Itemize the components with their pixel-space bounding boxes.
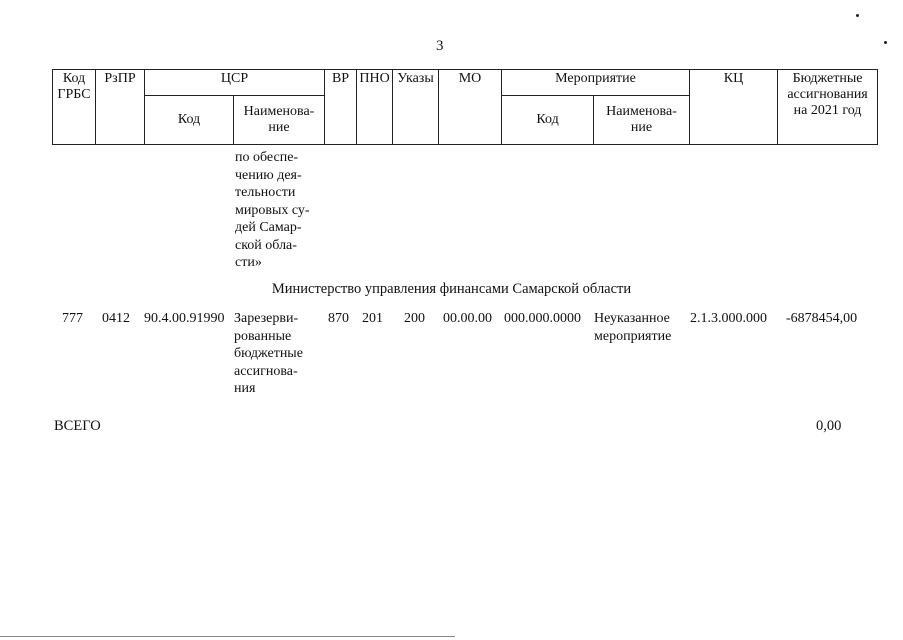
header-mer-kod: Код: [502, 96, 594, 145]
scan-speck: [884, 41, 887, 44]
cell-rzpr: 0412: [102, 311, 130, 326]
cell-csr-kod: 90.4.00.91990: [144, 311, 225, 326]
cell-csr-name: Зарезерви- рованные бюджетные ассигнова- ния: [234, 311, 303, 396]
header-mer-name: Наименова- ние: [594, 96, 690, 145]
header-ukazy: Указы: [393, 70, 439, 145]
header-csr: ЦСР: [145, 70, 325, 96]
page-number: 3: [436, 38, 444, 54]
total-label: ВСЕГО: [54, 418, 101, 434]
cell-mer-name: Неуказанное мероприятие: [594, 311, 672, 344]
header-csr-kod: Код: [145, 96, 234, 145]
scan-edge-rule: [0, 636, 455, 637]
header-mo: МО: [439, 70, 502, 145]
cell-kod-grbs: 777: [62, 311, 83, 326]
cell-amount: -6878454,00: [786, 311, 858, 326]
scan-speck: [856, 14, 859, 17]
header-kod-grbs: Код ГРБС: [53, 70, 96, 145]
header-kc: КЦ: [690, 70, 778, 145]
total-value: 0,00: [816, 418, 842, 434]
cell-mer-kod: 000.000.0000: [504, 311, 581, 326]
table-header: [52, 69, 878, 145]
ministry-title: Министерство управления финансами Самарской области: [271, 281, 632, 297]
cell-kc: 2.1.3.000.000: [690, 311, 767, 326]
cell-pno: 201: [362, 311, 383, 326]
header-rzpr: РзПР: [96, 70, 145, 145]
header-csr-name: Наименова- ние: [234, 96, 325, 145]
cell-mo: 00.00.00: [443, 311, 492, 326]
header-vr: ВР: [325, 70, 357, 145]
header-pno: ПНО: [357, 70, 393, 145]
cell-vr: 870: [328, 311, 349, 326]
continued-name-text: по обеспе- чению дея- тельности мировых су- дей Самар- ской обла- сти»: [235, 150, 310, 270]
cell-ukazy: 200: [404, 311, 425, 326]
header-meropriyatie: Мероприятие: [502, 70, 690, 96]
header-budget: Бюджетные ассигнования на 2021 год: [778, 70, 878, 145]
